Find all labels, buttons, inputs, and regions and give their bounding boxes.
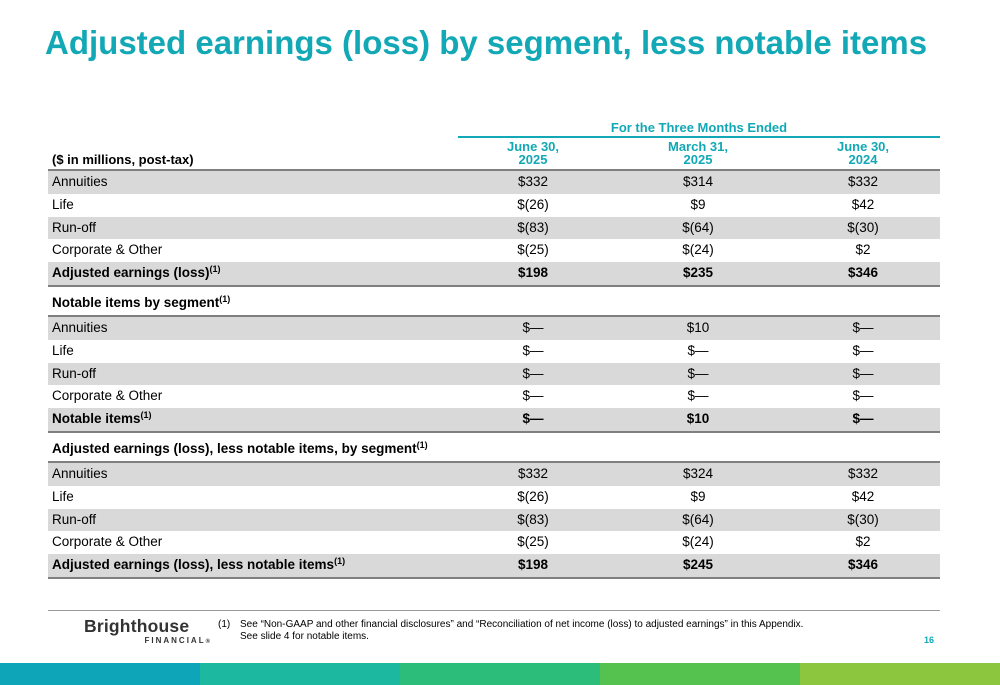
total-value: $198 <box>517 265 549 281</box>
section-heading-label: Adjusted earnings (loss), less notable items, by segment$^{(1)}$ <box>52 439 428 456</box>
footer-color-bar-4 <box>600 663 800 685</box>
row-value: $324 <box>682 465 714 481</box>
total-value: $10 <box>686 411 710 427</box>
table-row <box>48 340 940 363</box>
column-header-q2-2024: June 30, 2024 <box>836 139 890 167</box>
row-value: $(64) <box>682 219 714 235</box>
row-value: $332 <box>847 174 879 189</box>
row-label: Annuities <box>52 319 108 335</box>
row-value: $314 <box>682 174 714 189</box>
row-value: $9 <box>690 196 706 212</box>
table-row <box>48 363 940 386</box>
footer-color-bar-3 <box>400 663 600 685</box>
row-value: $— <box>687 342 709 358</box>
total-label: Adjusted earnings (loss)$^{(1)}$ <box>52 264 221 281</box>
footer-divider <box>48 610 940 611</box>
row-value: $— <box>852 388 874 404</box>
row-value: $42 <box>851 488 875 504</box>
total-row <box>48 408 940 433</box>
footnote-ref: (1) <box>334 556 346 567</box>
row-value: $(26) <box>517 196 549 212</box>
total-label: Adjusted earnings (loss), less notable items$^{(1)}$ <box>52 556 346 573</box>
total-value: $346 <box>847 265 879 281</box>
footnote-ref: (1) <box>416 439 428 450</box>
row-value: $— <box>852 342 874 358</box>
row-value: $(83) <box>517 511 549 527</box>
row-label: Corporate & Other <box>52 242 163 258</box>
row-value: $10 <box>686 319 710 335</box>
total-value: $— <box>852 411 874 427</box>
total-value: $235 <box>682 265 714 281</box>
section-heading-label: Notable items by segment$^{(1)}$ <box>52 293 231 310</box>
table-row <box>48 171 940 194</box>
total-label: Notable items$^{(1)}$ <box>52 410 152 427</box>
table-row <box>48 385 940 408</box>
row-value: $(25) <box>517 534 549 550</box>
total-value: $— <box>522 411 544 427</box>
row-value: $— <box>522 319 544 335</box>
column-header-q1-2025: March 31, 2025 <box>668 139 728 167</box>
table-row <box>48 194 940 217</box>
row-value: $42 <box>851 196 875 212</box>
table-row <box>48 486 940 509</box>
row-label: Life <box>52 196 74 212</box>
section-heading <box>48 433 940 463</box>
row-value: $332 <box>517 174 549 189</box>
row-label: Life <box>52 488 74 504</box>
total-value: $346 <box>847 557 879 573</box>
column-header-q2-2025: June 30, 2025 <box>506 139 560 167</box>
row-value: $— <box>522 388 544 404</box>
row-value: $— <box>687 388 709 404</box>
page-number: 16 <box>924 635 935 645</box>
row-value: $2 <box>855 534 871 550</box>
row-label: Life <box>52 342 74 358</box>
table-row <box>48 239 940 262</box>
section-heading <box>48 287 940 317</box>
table-row <box>48 509 940 532</box>
footnote-text: See “Non-GAAP and other financial disclosures” and “Reconciliation of net income (loss) to adjusted earnings” in this Appendix. See slide 4 for notable items. <box>240 619 804 642</box>
table-row <box>48 317 940 340</box>
row-value: $(24) <box>682 534 714 550</box>
total-row <box>48 554 940 579</box>
row-value: $(26) <box>517 488 549 504</box>
footer-color-bar-5 <box>800 663 1000 685</box>
row-value: $(30) <box>847 219 879 235</box>
row-label: Corporate & Other <box>52 388 163 404</box>
table-row <box>48 463 940 486</box>
row-label: Corporate & Other <box>52 534 163 550</box>
row-label: Run-off <box>52 219 97 235</box>
total-row <box>48 262 940 287</box>
page-title: Adjusted earnings (loss) by segment, less notable items <box>45 24 928 61</box>
logo-subtitle: FINANCIAL® <box>144 636 210 645</box>
row-value: $(30) <box>847 511 879 527</box>
brighthouse-logo <box>84 616 214 647</box>
footer-color-bar-2 <box>200 663 400 685</box>
row-value: $— <box>852 319 874 335</box>
period-group-header: For the Three Months Ended <box>458 119 940 138</box>
row-value: $2 <box>855 242 871 258</box>
table-row <box>48 217 940 240</box>
row-value: $332 <box>517 465 549 481</box>
table-row <box>48 531 940 554</box>
row-value: $— <box>852 365 874 381</box>
row-value: $(64) <box>682 511 714 527</box>
row-value: $(83) <box>517 219 549 235</box>
row-value: $(24) <box>682 242 714 258</box>
row-value: $— <box>687 365 709 381</box>
row-value: $(25) <box>517 242 549 258</box>
footer-color-bar-1 <box>0 663 200 685</box>
footnote-marker: (1) <box>218 619 231 630</box>
row-label: Run-off <box>52 511 97 527</box>
table-body <box>48 171 940 579</box>
row-value: $9 <box>690 488 706 504</box>
row-label: Run-off <box>52 365 97 381</box>
row-label: Annuities <box>52 174 108 189</box>
total-value: $245 <box>682 557 714 573</box>
row-label: Annuities <box>52 465 108 481</box>
row-value: $— <box>522 365 544 381</box>
units-label: ($ in millions, post-tax) <box>52 152 194 167</box>
footnote-ref: (1) <box>209 264 221 275</box>
total-value: $198 <box>517 557 549 573</box>
row-value: $— <box>522 342 544 358</box>
logo-wordmark: Brighthouse <box>84 616 190 636</box>
footnote-ref: (1) <box>219 293 231 304</box>
column-header-row <box>48 140 940 171</box>
footnote-ref: (1) <box>140 410 152 421</box>
row-value: $332 <box>847 465 879 481</box>
